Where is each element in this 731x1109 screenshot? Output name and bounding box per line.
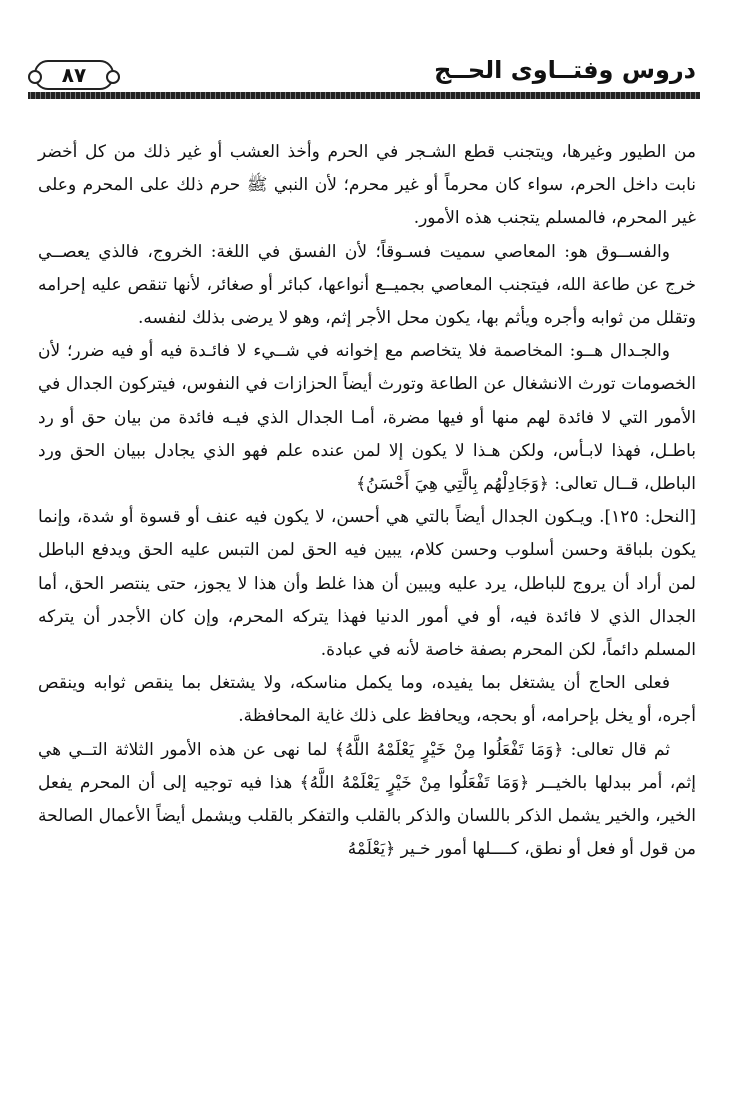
paragraph-2: والفســوق هو: المعاصي سميت فسـوقاً؛ لأن الفسق في اللغة: الخروج، فالذي يعصــي خرج عن طاعة الله، فيتجنب المعاصي بجميــع أنواعها، كبائر أو صغائر، لأنها تنقص عليه إحرامه وتقلل من ثوابه وأجره ويأثم بها، يكون محل الأجر إثم، وهو لا يرضى بذلك لنفسه. [38, 241, 696, 329]
running-title: دروس وفتــاوى الحــج [434, 56, 696, 84]
paragraph-5: فعلى الحاج أن يشتغل بما يفيده، وما يكمل مناسكه، ولا يشتغل بما ينقص ثوابه وينقص أجره، أو يخل بإحرامه، أو بحجه، ويحافظ على ذلك غاية المحافظة. [38, 673, 696, 727]
page-number: ٨٧ [61, 63, 87, 87]
page-number-badge [34, 60, 114, 90]
paragraph-4: [النحل: ١٢٥]. ويـكون الجدال أيضاً بالتي هي أحسن، لا يكون فيه عنف أو قسوة أو شدة، وإنما يكون بلباقة وحسن أسلوب وحسن كلام، يبين فيه الحق لمن التبس عليه الحق ويدفع الباطل لمن أراد أن يروج للباطل، يرد عليه ويبين أن هذا غلط وأن هذا لا يجوز، حتى ينتصر الحق، أما الجدال الذي لا فائدة فيه، أو في أمور الدنيا فهذا يتركه المحرم، وإن كان الأجدر أن يتركه المسلم دائماً، لكن المحرم بصفة خاصة لأنه في عبادة. [38, 507, 696, 661]
page-header [28, 56, 700, 100]
body-text [38, 136, 696, 866]
paragraph-3: والجـدال هــو: المخاصمة فلا يتخاصم مع إخوانه في شــيء لا فائـدة فيه أو فيه ضرر؛ لأن الخصومات تورث الانشغال عن الطاعة وتورث أيضاً الحزازات في النفوس، فيتركون الجدال في الأمور التي لا فائدة لهم منها أو فيها مضرة، أمـا الجدال الذي فيـه فائدة من بيان حق أو رد باطـل، فهذا لابـأس، ولكن هـذا لا يكون إلا لمن عنده علم فهو الذي يجادل ببيان الحق ورد الباطل، قــال تعالى: ﴿وَجَادِلْهُم بِالَّتِي هِيَ أَحْسَنُ﴾ [38, 341, 696, 495]
paragraph-6: ثم قال تعالى: ﴿وَمَا تَفْعَلُوا مِنْ خَيْرٍ يَعْلَمْهُ اللَّهُ﴾ لما نهى عن هذه الأمور الثلاثة التــي هي إثم، أمر ببدلها بالخيــر ﴿وَمَا تَفْعَلُوا مِنْ خَيْرٍ يَعْلَمْهُ اللَّهُ﴾ هذا فيه توجيه إلى أن المحرم يفعل الخير، والخير يشمل الذكر باللسان والذكر بالقلب والتفكر بالقلب ويشمل أيضاً الأعمال الصالحة من قول أو فعل أو نطق، كــــلها أمور خـير ﴿يَعْلَمْهُ [38, 739, 696, 860]
paragraph-1: من الطيور وغيرها، ويتجنب قطع الشـجر في الحرم وأخذ العشب أو غير ذلك من كل أخضر نابت داخل الحرم، سواء كان محرماً أو غير محرم؛ لأن النبي ﷺ حرم ذلك على المحرم وعلى غير المحرم، فالمسلم يتجنب هذه الأمور. [38, 142, 696, 229]
header-rule [28, 92, 700, 99]
